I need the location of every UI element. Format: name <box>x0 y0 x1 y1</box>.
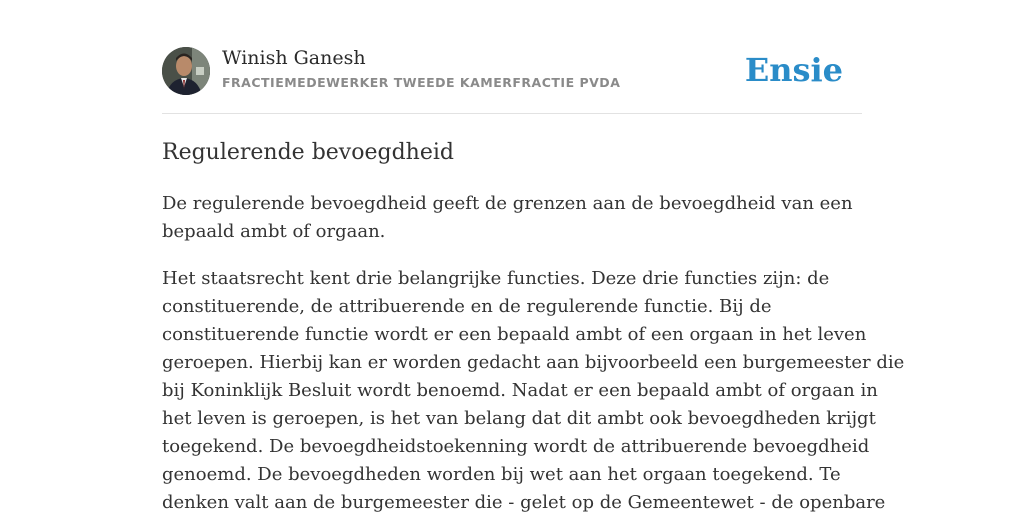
paragraph-line: geroepen. Hierbij kan er worden gedacht aan bijvoorbeeld een burgemeester die <box>162 352 905 373</box>
paragraph-line: Het staatsrecht kent drie belangrijke functies. Deze drie functies zijn: de <box>162 268 830 289</box>
paragraph-line: denken valt aan de burgemeester die - gelet op de Gemeentewet - de openbare <box>162 492 886 512</box>
article-paragraph-2 <box>162 265 905 512</box>
author-avatar[interactable] <box>162 47 210 95</box>
paragraph-line: bij Koninklijk Besluit wordt benoemd. Nadat er een bepaald ambt of orgaan in <box>162 380 878 401</box>
paragraph-line: constituerende, de attribuerende en de regulerende functie. Bij de <box>162 296 772 317</box>
paragraph-line: bepaald ambt of orgaan. <box>162 221 386 242</box>
article-paragraph-1 <box>162 190 862 246</box>
article-header <box>162 0 862 114</box>
article-container <box>162 0 905 512</box>
paragraph-line: constituerende functie wordt er een bepaald ambt of een orgaan in het leven <box>162 324 867 345</box>
paragraph-line: het leven is geroepen, is het van belang dat dit ambt ook bevoegdheden krijgt <box>162 408 876 429</box>
paragraph-line: genoemd. De bevoegdheden worden bij wet aan het orgaan toegekend. Te <box>162 464 841 485</box>
ensie-logo[interactable]: Ensie <box>744 51 843 89</box>
article-title: Regulerende bevoegdheid <box>162 140 454 165</box>
author-role: FRACTIEMEDEWERKER TWEEDE KAMERFRACTIE PVDA <box>222 75 621 90</box>
paragraph-line: De regulerende bevoegdheid geeft de grenzen aan de bevoegdheid van een <box>162 193 853 214</box>
author-name[interactable]: Winish Ganesh <box>222 47 366 69</box>
paragraph-line: toegekend. De bevoegdheidstoekenning wordt de attribuerende bevoegdheid <box>162 436 870 457</box>
